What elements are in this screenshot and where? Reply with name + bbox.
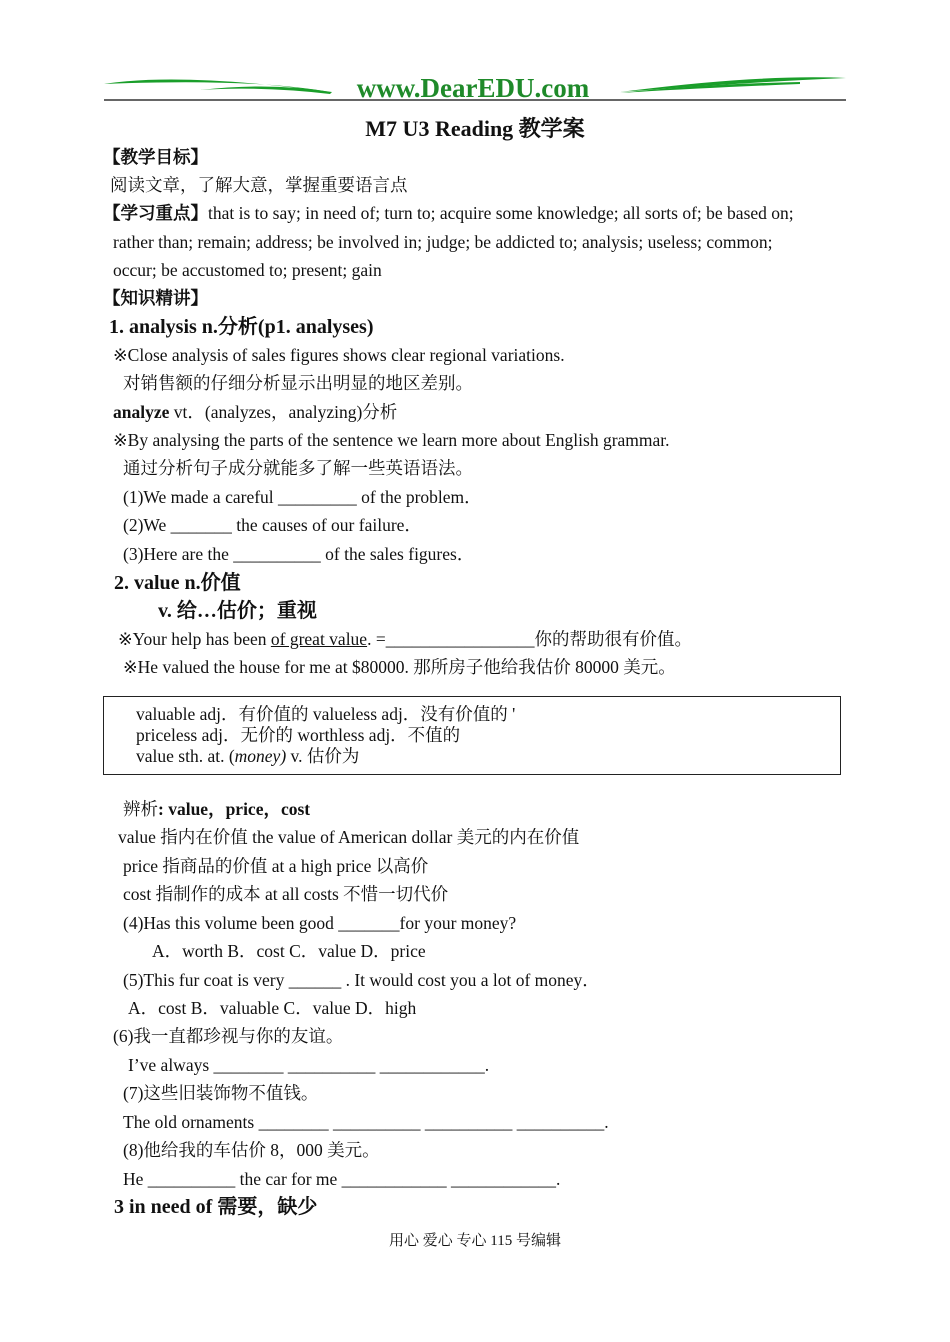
question-6-zh: (6)我一直都珍视与你的友谊。 <box>113 1026 344 1046</box>
box-l3-italic: money) <box>234 746 287 766</box>
bianxi-line <box>123 801 310 819</box>
s1-example-2-zh: 通过分析句子成分就能多了解一些英语语法。 <box>123 458 473 478</box>
key-text-1: that is to say; in need of; turn to; acquire some knowledge; all sorts of; be based on; <box>208 203 794 223</box>
question-4: (4)Has this volume been good _______for your money? <box>123 913 517 933</box>
header-logo <box>100 70 850 104</box>
analyze-def: vt．(analyzes，analyzing)分析 <box>169 402 398 422</box>
knowledge-heading: 【知识精讲】 <box>103 288 208 308</box>
s2-example-2: ※He valued the house for me at $80000. 那所房子他给我估价 80000 美元。 <box>123 657 676 677</box>
question-8-en: He __________ the car for me ____________ ____________. <box>123 1169 561 1189</box>
cost-line: cost 指制作的成本 at all costs 不惜一切代价 <box>123 884 449 904</box>
section-2-heading: 2. value n.价值 <box>114 572 241 594</box>
s1-example-1-zh: 对销售额的仔细分析显示出明显的地区差别。 <box>123 373 473 393</box>
s2-ex1-post: . =_________________你的帮助很有价值。 <box>367 629 692 649</box>
question-1: (1)We made a careful _________ of the problem． <box>123 487 482 507</box>
vocab-box-line-1: valuable adj．有价值的 valueless adj．没有价值的 ' <box>136 704 516 724</box>
box-l3-post: v. 估价为 <box>286 746 360 766</box>
analyze-word: analyze <box>113 402 170 422</box>
s1-example-2-en: ※By analysing the parts of the sentence we learn more about English grammar. <box>113 430 670 450</box>
question-8-zh: (8)他给我的车估价 8，000 美元。 <box>123 1140 380 1160</box>
key-heading: 【学习重点】 <box>103 203 208 223</box>
section-1-heading: 1. analysis n.分析(p1. analyses) <box>109 316 374 338</box>
bianxi-label: 辨析 <box>123 799 158 819</box>
objective-heading: 【教学目标】 <box>103 147 208 167</box>
section-3-heading: 3 in need of 需要，缺少 <box>114 1196 318 1218</box>
key-points-line-1 <box>103 205 794 223</box>
logo-left-swoosh-tail <box>200 86 332 94</box>
s2-example-1 <box>118 631 692 649</box>
key-points-line-3: occur; be accustomed to; present; gain <box>113 260 382 280</box>
s1-analyze-line <box>113 404 397 422</box>
value-line: value 指内在价值 the value of American dollar 美元的内在价值 <box>118 827 580 847</box>
question-5: (5)This fur coat is very ______ . It would cost you a lot of money． <box>123 970 600 990</box>
price-line: price 指商品的价值 at a high price 以高价 <box>123 856 429 876</box>
section-2-subheading: v. 给…估价；重视 <box>158 600 317 622</box>
s1-example-1-en: ※Close analysis of sales figures shows clear regional variations. <box>113 345 565 365</box>
vocab-box-line-2: priceless adj．无价的 worthless adj．不值的 <box>136 725 461 745</box>
question-7-en: The old ornaments ________ __________ __________ __________. <box>123 1112 609 1132</box>
s2-ex1-underlined: of great value <box>270 629 368 649</box>
question-6-en: I’ve always ________ __________ ____________. <box>128 1055 490 1075</box>
question-4-options: A．worth B．cost C．value D．price <box>152 941 426 961</box>
s2-ex1-pre: ※Your help has been <box>118 629 271 649</box>
bianxi-words: : value，price，cost <box>158 799 311 819</box>
logo-text: www.DearEDU.com <box>356 73 590 103</box>
question-3: (3)Here are the __________ of the sales figures． <box>123 544 475 564</box>
question-7-zh: (7)这些旧装饰物不值钱。 <box>123 1083 319 1103</box>
vocab-box-line-3 <box>136 748 359 766</box>
question-5-options: A．cost B．valuable C．value D．high <box>128 998 417 1018</box>
objective-text: 阅读文章，了解大意，掌握重要语言点 <box>110 175 408 195</box>
page-title: M7 U3 Reading 教学案 <box>365 116 585 141</box>
key-points-line-2: rather than; remain; address; be involved in; judge; be addicted to; analysis; useless; common; <box>113 232 773 252</box>
question-2: (2)We _______ the causes of our failure． <box>123 515 422 535</box>
page-footer: 用心 爱心 专心 115 号编辑 <box>389 1233 561 1249</box>
box-l3-pre: value sth. at. ( <box>136 746 235 766</box>
